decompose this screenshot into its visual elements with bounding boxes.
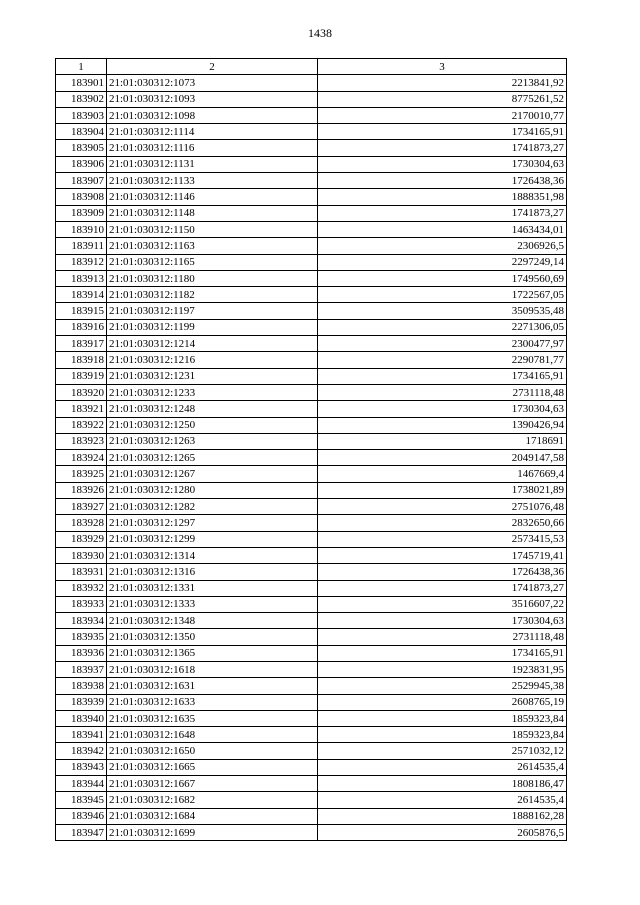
value-cell: 2290781,77: [318, 352, 567, 368]
table-row: [56, 254, 567, 270]
cadastral-number-cell: 21:01:030312:1263: [107, 433, 318, 449]
row-number-cell: 183936: [56, 645, 107, 661]
cadastral-number-cell: 21:01:030312:1699: [107, 824, 318, 840]
row-number-cell: 183914: [56, 287, 107, 303]
table-row: [56, 124, 567, 140]
table-row: [56, 547, 567, 563]
value-cell: 1859323,84: [318, 727, 567, 743]
row-number-cell: 183924: [56, 450, 107, 466]
value-cell: 1741873,27: [318, 580, 567, 596]
cadastral-number-cell: 21:01:030312:1333: [107, 596, 318, 612]
value-cell: 2306926,5: [318, 238, 567, 254]
table-row: [56, 336, 567, 352]
page-number: 1438: [308, 26, 332, 40]
value-cell: 1730304,63: [318, 156, 567, 172]
table-row: [56, 613, 567, 629]
row-number-cell: 183907: [56, 173, 107, 189]
value-cell: 2605876,5: [318, 824, 567, 840]
row-number-cell: 183917: [56, 336, 107, 352]
value-cell: 1467669,4: [318, 466, 567, 482]
table-row: [56, 91, 567, 107]
row-number-cell: 183947: [56, 824, 107, 840]
table-row: [56, 645, 567, 661]
cadastral-number-cell: 21:01:030312:1098: [107, 107, 318, 123]
table-row: [56, 629, 567, 645]
row-number-cell: 183923: [56, 433, 107, 449]
row-number-cell: 183921: [56, 401, 107, 417]
table-row: [56, 156, 567, 172]
cadastral-number-cell: 21:01:030312:1199: [107, 319, 318, 335]
row-number-cell: 183935: [56, 629, 107, 645]
value-cell: 1734165,91: [318, 368, 567, 384]
table-row: [56, 792, 567, 808]
value-cell: 1718691: [318, 433, 567, 449]
table-row: [56, 352, 567, 368]
cadastral-number-cell: 21:01:030312:1148: [107, 205, 318, 221]
table-row: [56, 564, 567, 580]
value-cell: 1730304,63: [318, 401, 567, 417]
cadastral-number-cell: 21:01:030312:1682: [107, 792, 318, 808]
table-row: [56, 303, 567, 319]
row-number-cell: 183915: [56, 303, 107, 319]
row-number-cell: 183902: [56, 91, 107, 107]
row-number-cell: 183905: [56, 140, 107, 156]
value-cell: 1923831,95: [318, 661, 567, 677]
row-number-cell: 183919: [56, 368, 107, 384]
table-row: [56, 727, 567, 743]
value-cell: 1463434,01: [318, 221, 567, 237]
table-row: [56, 531, 567, 547]
row-number-cell: 183920: [56, 384, 107, 400]
cadastral-number-cell: 21:01:030312:1297: [107, 515, 318, 531]
table-row: [56, 678, 567, 694]
table-row: [56, 221, 567, 237]
value-cell: 2297249,14: [318, 254, 567, 270]
cadastral-number-cell: 21:01:030312:1250: [107, 417, 318, 433]
cadastral-number-cell: 21:01:030312:1267: [107, 466, 318, 482]
row-number-cell: 183933: [56, 596, 107, 612]
row-number-cell: 183945: [56, 792, 107, 808]
value-cell: 1734165,91: [318, 645, 567, 661]
value-cell: 1749560,69: [318, 270, 567, 286]
row-number-cell: 183944: [56, 776, 107, 792]
row-number-cell: 183937: [56, 661, 107, 677]
value-cell: 3509535,48: [318, 303, 567, 319]
value-cell: 1888351,98: [318, 189, 567, 205]
table-row: [56, 75, 567, 91]
value-cell: 1741873,27: [318, 140, 567, 156]
row-number-cell: 183903: [56, 107, 107, 123]
cadastral-number-cell: 21:01:030312:1180: [107, 270, 318, 286]
table-row: [56, 401, 567, 417]
table-row: [56, 189, 567, 205]
value-cell: 1745719,41: [318, 547, 567, 563]
row-number-cell: 183927: [56, 499, 107, 515]
table-row: [56, 107, 567, 123]
row-number-cell: 183926: [56, 482, 107, 498]
cadastral-number-cell: 21:01:030312:1216: [107, 352, 318, 368]
cadastral-number-cell: 21:01:030312:1182: [107, 287, 318, 303]
cadastral-number-cell: 21:01:030312:1631: [107, 678, 318, 694]
cadastral-number-cell: 21:01:030312:1165: [107, 254, 318, 270]
table-header-row: [56, 59, 567, 75]
table-row: [56, 710, 567, 726]
column-header-1: 1: [56, 59, 107, 75]
row-number-cell: 183922: [56, 417, 107, 433]
row-number-cell: 183912: [56, 254, 107, 270]
table-row: [56, 205, 567, 221]
table-row: [56, 515, 567, 531]
cadastral-number-cell: 21:01:030312:1131: [107, 156, 318, 172]
value-cell: 2529945,38: [318, 678, 567, 694]
row-number-cell: 183909: [56, 205, 107, 221]
value-cell: 1726438,36: [318, 564, 567, 580]
cadastral-number-cell: 21:01:030312:1093: [107, 91, 318, 107]
value-cell: 2731118,48: [318, 629, 567, 645]
table-row: [56, 287, 567, 303]
cadastral-number-cell: 21:01:030312:1667: [107, 776, 318, 792]
value-cell: 2751076,48: [318, 499, 567, 515]
cadastral-number-cell: 21:01:030312:1150: [107, 221, 318, 237]
column-header-2: 2: [107, 59, 318, 75]
cadastral-number-cell: 21:01:030312:1073: [107, 75, 318, 91]
cadastral-number-cell: 21:01:030312:1231: [107, 368, 318, 384]
row-number-cell: 183910: [56, 221, 107, 237]
row-number-cell: 183938: [56, 678, 107, 694]
data-table: [55, 58, 567, 841]
cadastral-number-cell: 21:01:030312:1214: [107, 336, 318, 352]
row-number-cell: 183908: [56, 189, 107, 205]
cadastral-number-cell: 21:01:030312:1233: [107, 384, 318, 400]
table-body: [56, 75, 567, 841]
row-number-cell: 183946: [56, 808, 107, 824]
cadastral-number-cell: 21:01:030312:1146: [107, 189, 318, 205]
row-number-cell: 183943: [56, 759, 107, 775]
cadastral-number-cell: 21:01:030312:1635: [107, 710, 318, 726]
table-row: [56, 776, 567, 792]
cadastral-number-cell: 21:01:030312:1248: [107, 401, 318, 417]
row-number-cell: 183911: [56, 238, 107, 254]
cadastral-number-cell: 21:01:030312:1365: [107, 645, 318, 661]
row-number-cell: 183930: [56, 547, 107, 563]
row-number-cell: 183939: [56, 694, 107, 710]
cadastral-number-cell: 21:01:030312:1197: [107, 303, 318, 319]
value-cell: 2170010,77: [318, 107, 567, 123]
value-cell: 1722567,05: [318, 287, 567, 303]
value-cell: 2614535,4: [318, 759, 567, 775]
value-cell: 1859323,84: [318, 710, 567, 726]
table-row: [56, 759, 567, 775]
column-header-3: 3: [318, 59, 567, 75]
cadastral-number-cell: 21:01:030312:1633: [107, 694, 318, 710]
row-number-cell: 183906: [56, 156, 107, 172]
row-number-cell: 183940: [56, 710, 107, 726]
row-number-cell: 183904: [56, 124, 107, 140]
value-cell: 1734165,91: [318, 124, 567, 140]
table-row: [56, 824, 567, 840]
table-row: [56, 140, 567, 156]
row-number-cell: 183929: [56, 531, 107, 547]
table-row: [56, 596, 567, 612]
value-cell: 1390426,94: [318, 417, 567, 433]
value-cell: 2832650,66: [318, 515, 567, 531]
table-row: [56, 319, 567, 335]
row-number-cell: 183901: [56, 75, 107, 91]
table-row: [56, 743, 567, 759]
row-number-cell: 183928: [56, 515, 107, 531]
value-cell: 1888162,28: [318, 808, 567, 824]
value-cell: 2608765,19: [318, 694, 567, 710]
table-row: [56, 580, 567, 596]
table-row: [56, 450, 567, 466]
row-number-cell: 183913: [56, 270, 107, 286]
table-row: [56, 694, 567, 710]
value-cell: 3516607,22: [318, 596, 567, 612]
row-number-cell: 183941: [56, 727, 107, 743]
value-cell: 2573415,53: [318, 531, 567, 547]
value-cell: 2271306,05: [318, 319, 567, 335]
table-row: [56, 384, 567, 400]
cadastral-number-cell: 21:01:030312:1116: [107, 140, 318, 156]
row-number-cell: 183916: [56, 319, 107, 335]
cadastral-number-cell: 21:01:030312:1348: [107, 613, 318, 629]
cadastral-number-cell: 21:01:030312:1350: [107, 629, 318, 645]
cadastral-number-cell: 21:01:030312:1331: [107, 580, 318, 596]
value-cell: 2614535,4: [318, 792, 567, 808]
cadastral-number-cell: 21:01:030312:1114: [107, 124, 318, 140]
value-cell: 8775261,52: [318, 91, 567, 107]
table-row: [56, 433, 567, 449]
value-cell: 2213841,92: [318, 75, 567, 91]
table-row: [56, 368, 567, 384]
value-cell: 2300477,97: [318, 336, 567, 352]
value-cell: 2049147,58: [318, 450, 567, 466]
value-cell: 2571032,12: [318, 743, 567, 759]
table-row: [56, 173, 567, 189]
row-number-cell: 183918: [56, 352, 107, 368]
cadastral-number-cell: 21:01:030312:1648: [107, 727, 318, 743]
value-cell: 1738021,89: [318, 482, 567, 498]
cadastral-number-cell: 21:01:030312:1133: [107, 173, 318, 189]
cadastral-number-cell: 21:01:030312:1665: [107, 759, 318, 775]
row-number-cell: 183925: [56, 466, 107, 482]
cadastral-number-cell: 21:01:030312:1163: [107, 238, 318, 254]
cadastral-number-cell: 21:01:030312:1684: [107, 808, 318, 824]
table-row: [56, 417, 567, 433]
row-number-cell: 183942: [56, 743, 107, 759]
cadastral-number-cell: 21:01:030312:1299: [107, 531, 318, 547]
cadastral-number-cell: 21:01:030312:1314: [107, 547, 318, 563]
value-cell: 1730304,63: [318, 613, 567, 629]
table-row: [56, 808, 567, 824]
cadastral-number-cell: 21:01:030312:1265: [107, 450, 318, 466]
table-row: [56, 661, 567, 677]
value-cell: 2731118,48: [318, 384, 567, 400]
cadastral-number-cell: 21:01:030312:1650: [107, 743, 318, 759]
table-row: [56, 238, 567, 254]
value-cell: 1808186,47: [318, 776, 567, 792]
table-row: [56, 482, 567, 498]
value-cell: 1726438,36: [318, 173, 567, 189]
cadastral-number-cell: 21:01:030312:1282: [107, 499, 318, 515]
table-row: [56, 270, 567, 286]
cadastral-number-cell: 21:01:030312:1316: [107, 564, 318, 580]
table-row: [56, 499, 567, 515]
row-number-cell: 183934: [56, 613, 107, 629]
row-number-cell: 183932: [56, 580, 107, 596]
cadastral-number-cell: 21:01:030312:1618: [107, 661, 318, 677]
row-number-cell: 183931: [56, 564, 107, 580]
cadastral-number-cell: 21:01:030312:1280: [107, 482, 318, 498]
value-cell: 1741873,27: [318, 205, 567, 221]
table-row: [56, 466, 567, 482]
